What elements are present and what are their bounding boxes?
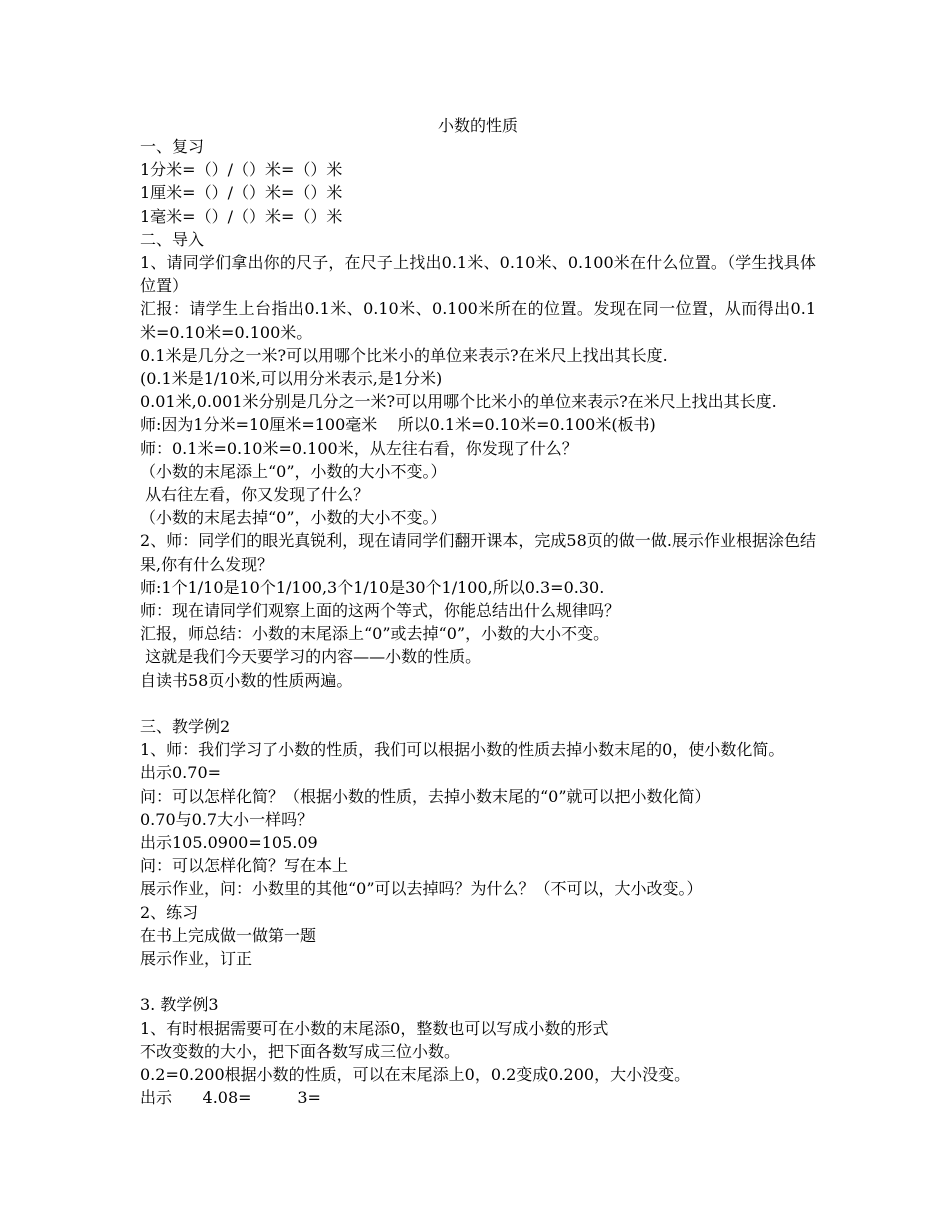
paragraph: 不改变数的大小，把下面各数写成三位小数。: [140, 1041, 461, 1061]
paragraph: 展示作业，订正: [140, 949, 253, 969]
document-body: [140, 135, 816, 1110]
paragraph: 2、练习: [140, 902, 199, 922]
paragraph: 师：现在请同学们观察上面的这两个等式，你能总结出什么规律吗？: [140, 601, 621, 621]
paragraph: 在书上完成做一做第一题: [140, 925, 317, 945]
section-heading-example-2: 三、教学例2: [140, 717, 231, 737]
section-heading-example-3: 3. 教学例3: [140, 995, 219, 1015]
paragraph: 汇报：请学生上台指出0.1米、0.10米、0.100米所在的位置。发现在同一位置，从而得出0.1米=0.10米=0.100米。: [140, 299, 816, 342]
paragraph: 展示作业，问：小数里的其他“0”可以去掉吗？为什么？（不可以，大小改变。）: [140, 879, 703, 899]
paragraph: 1、请同学们拿出你的尺子，在尺子上找出0.1米、0.10米、0.100米在什么位置。（学生找具体位置）: [140, 253, 816, 296]
review-item-decimeter: 1分米=（）/（）米=（）米: [140, 160, 343, 180]
paragraph: 问：可以怎样化简？写在本上: [140, 856, 349, 876]
paragraph: 出示 4.08= 3=: [140, 1088, 321, 1108]
paragraph: (0.1米是1/10米,可以用分米表示,是1分米): [140, 369, 443, 389]
section-heading-review: 一、复习: [140, 137, 205, 156]
paragraph: 从右往左看，你又发现了什么？: [140, 485, 370, 505]
paragraph: 出示0.70=: [140, 763, 222, 783]
blank-line: [140, 692, 816, 715]
document-title: 小数的性质: [437, 116, 518, 135]
paragraph: 0.01米,0.001米分别是几分之一米?可以用哪个比米小的单位来表示?在米尺上找出其长度.: [140, 392, 777, 412]
review-item-centimeter: 1厘米=（）/（）米=（）米: [140, 183, 343, 203]
paragraph: 2、师：同学们的眼光真锐利，现在请同学们翻开课本，完成58页的做一做.展示作业根据涂色结果,你有什么发现？: [140, 531, 816, 574]
blank-line: [140, 970, 816, 993]
paragraph: 出示105.0900=105.09: [140, 833, 318, 853]
paragraph: （小数的末尾去掉“0”，小数的大小不变。）: [140, 508, 447, 528]
paragraph: 汇报，师总结：小数的末尾添上“0”或去掉“0”，小数的大小不变。: [140, 624, 610, 644]
paragraph: 师:1个1/10是10个1/100,3个1/10是30个1/100,所以0.3=0.30.: [140, 577, 605, 597]
paragraph: 师:因为1分米=10厘米=100毫米 所以0.1米=0.10米=0.100米(板书): [140, 415, 656, 435]
paragraph: 自读书58页小数的性质两遍。: [140, 670, 353, 690]
section-heading-introduction: 二、导入: [140, 229, 205, 249]
paragraph: 1、有时根据需要可在小数的末尾添0，整数也可以写成小数的形式: [140, 1018, 609, 1038]
paragraph: 问：可以怎样化简？（根据小数的性质，去掉小数末尾的“0”就可以把小数化简）: [140, 786, 711, 806]
paragraph: 0.70与0.7大小一样吗？: [140, 809, 314, 829]
paragraph: 0.1米是几分之一米?可以用哪个比米小的单位来表示?在米尺上找出其长度.: [140, 345, 668, 365]
paragraph: 师：0.1米=0.10米=0.100米，从左往右看，你发现了什么？: [140, 438, 578, 458]
paragraph: 0.2=0.200根据小数的性质，可以在末尾添上0，0.2变成0.200，大小没变。: [140, 1065, 691, 1085]
review-item-millimeter: 1毫米=（）/（）米=（）米: [140, 206, 343, 226]
paragraph: 这就是我们今天要学习的内容——小数的性质。: [140, 647, 482, 667]
paragraph: （小数的末尾添上“0”，小数的大小不变。）: [140, 461, 447, 481]
paragraph: 1、师：我们学习了小数的性质，我们可以根据小数的性质去掉小数末尾的0，使小数化简。: [140, 740, 785, 760]
